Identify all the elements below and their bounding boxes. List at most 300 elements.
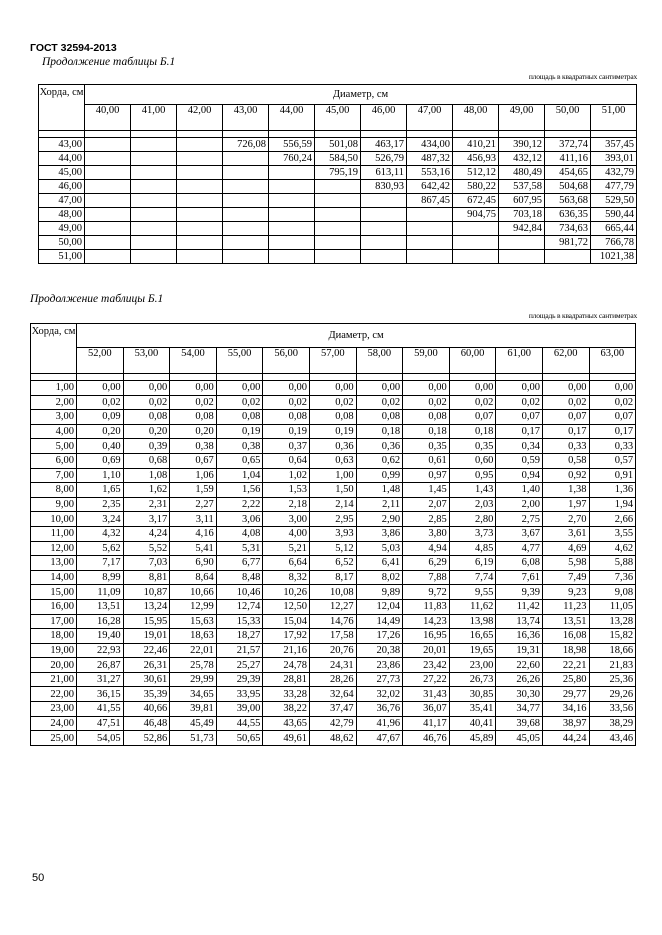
area-value: 0,02	[403, 395, 450, 410]
separator-cell	[39, 131, 85, 138]
area-value	[453, 222, 499, 236]
area-value: 0,18	[356, 424, 403, 439]
area-value: 14,49	[356, 614, 403, 629]
area-value: 18,66	[589, 643, 636, 658]
chord-value: 17,00	[31, 614, 77, 629]
area-value	[223, 222, 269, 236]
area-value: 25,80	[542, 672, 589, 687]
area-value: 0,97	[403, 468, 450, 483]
area-value: 2,14	[309, 497, 356, 512]
chord-value: 10,00	[31, 512, 77, 527]
area-value: 20,76	[309, 643, 356, 658]
area-value: 1,10	[77, 468, 124, 483]
area-value: 4,16	[170, 526, 217, 541]
area-value: 636,35	[545, 208, 591, 222]
area-value	[223, 152, 269, 166]
area-value: 2,07	[403, 497, 450, 512]
area-value: 0,02	[542, 395, 589, 410]
area-value: 10,08	[309, 585, 356, 600]
area-value: 0,91	[589, 468, 636, 483]
area-value: 36,76	[356, 702, 403, 717]
area-value: 40,66	[123, 702, 170, 717]
area-value	[269, 208, 315, 222]
area-value: 51,73	[170, 731, 217, 746]
area-value: 30,85	[449, 687, 496, 702]
diameter-column-header: 55,00	[216, 348, 263, 374]
area-value	[315, 208, 361, 222]
area-value: 39,81	[170, 702, 217, 717]
separator-cell	[499, 131, 545, 138]
area-value: 6,41	[356, 556, 403, 571]
diameter-header: Диаметр, см	[77, 324, 636, 348]
chord-value: 5,00	[31, 439, 77, 454]
area-value: 4,00	[263, 526, 310, 541]
area-value	[85, 180, 131, 194]
chord-value: 3,00	[31, 410, 77, 425]
diameter-column-header: 51,00	[591, 105, 637, 131]
area-value: 1,43	[449, 483, 496, 498]
area-value: 7,49	[542, 570, 589, 585]
area-value: 7,17	[77, 556, 124, 571]
chord-value: 6,00	[31, 453, 77, 468]
area-value: 2,90	[356, 512, 403, 527]
diameter-column-header: 62,00	[542, 348, 589, 374]
area-value: 9,23	[542, 585, 589, 600]
diameter-column-header: 49,00	[499, 105, 545, 131]
diameter-column-header: 58,00	[356, 348, 403, 374]
area-value: 1,06	[170, 468, 217, 483]
table-row	[31, 570, 636, 585]
area-value	[269, 166, 315, 180]
area-value	[407, 250, 453, 264]
area-value: 28,26	[309, 672, 356, 687]
area-value: 16,08	[542, 629, 589, 644]
chord-value: 7,00	[31, 468, 77, 483]
area-value: 17,58	[309, 629, 356, 644]
area-value: 16,95	[403, 629, 450, 644]
area-value: 5,98	[542, 556, 589, 571]
area-value	[131, 250, 177, 264]
area-value: 46,48	[123, 716, 170, 731]
area-value: 18,27	[216, 629, 263, 644]
area-value: 15,63	[170, 614, 217, 629]
area-value: 0,08	[356, 410, 403, 425]
area-value	[223, 208, 269, 222]
area-value: 15,82	[589, 629, 636, 644]
area-value: 0,92	[542, 468, 589, 483]
table-row	[31, 483, 636, 498]
area-value: 0,00	[123, 381, 170, 396]
area-value: 5,52	[123, 541, 170, 556]
area-value: 6,90	[170, 556, 217, 571]
area-value: 3,55	[589, 526, 636, 541]
area-value: 26,26	[496, 672, 543, 687]
area-value: 904,75	[453, 208, 499, 222]
area-value: 0,02	[589, 395, 636, 410]
document-code: ГОСТ 32594-2013	[30, 42, 117, 54]
separator-cell	[263, 374, 310, 381]
table-row	[31, 541, 636, 556]
separator-cell	[131, 131, 177, 138]
area-value: 390,12	[499, 138, 545, 152]
area-value: 12,99	[170, 599, 217, 614]
area-value: 8,17	[309, 570, 356, 585]
diameter-column-header: 46,00	[361, 105, 407, 131]
area-value	[223, 180, 269, 194]
table-row	[31, 629, 636, 644]
area-value: 4,32	[77, 526, 124, 541]
area-value: 0,02	[309, 395, 356, 410]
area-value: 607,95	[499, 194, 545, 208]
chord-value: 22,00	[31, 687, 77, 702]
chord-value: 12,00	[31, 541, 77, 556]
area-value	[315, 222, 361, 236]
area-value	[85, 152, 131, 166]
area-value: 2,31	[123, 497, 170, 512]
area-value: 29,99	[170, 672, 217, 687]
area-value: 15,33	[216, 614, 263, 629]
separator-cell	[496, 374, 543, 381]
area-value: 30,30	[496, 687, 543, 702]
area-value	[177, 194, 223, 208]
area-value	[85, 222, 131, 236]
area-value: 456,93	[453, 152, 499, 166]
area-value: 0,57	[589, 453, 636, 468]
area-value: 20,01	[403, 643, 450, 658]
area-value: 563,68	[545, 194, 591, 208]
area-value: 12,50	[263, 599, 310, 614]
table-row	[39, 180, 637, 194]
table-row	[31, 643, 636, 658]
area-value: 7,03	[123, 556, 170, 571]
separator-cell	[356, 374, 403, 381]
area-value: 29,26	[589, 687, 636, 702]
chord-value: 9,00	[31, 497, 77, 512]
area-value: 672,45	[453, 194, 499, 208]
chord-value: 14,00	[31, 570, 77, 585]
table-row	[39, 222, 637, 236]
area-value: 11,05	[589, 599, 636, 614]
area-value: 20,38	[356, 643, 403, 658]
area-value: 0,08	[123, 410, 170, 425]
area-value: 0,63	[309, 453, 356, 468]
page-number: 50	[32, 872, 45, 884]
chord-value: 47,00	[39, 194, 85, 208]
area-value: 0,20	[123, 424, 170, 439]
area-value: 11,23	[542, 599, 589, 614]
area-value: 12,74	[216, 599, 263, 614]
area-value: 487,32	[407, 152, 453, 166]
separator-cell	[31, 374, 77, 381]
area-value: 0,17	[496, 424, 543, 439]
area-value: 45,05	[496, 731, 543, 746]
area-value: 0,33	[542, 439, 589, 454]
area-value: 867,45	[407, 194, 453, 208]
area-value: 0,62	[356, 453, 403, 468]
chord-value: 25,00	[31, 731, 77, 746]
area-value	[131, 236, 177, 250]
area-value: 9,89	[356, 585, 403, 600]
area-value: 1,50	[309, 483, 356, 498]
separator-cell	[223, 131, 269, 138]
area-value	[177, 180, 223, 194]
area-value: 0,07	[496, 410, 543, 425]
area-value: 830,93	[361, 180, 407, 194]
diameter-column-header: 48,00	[453, 105, 499, 131]
area-value	[131, 208, 177, 222]
area-value: 33,28	[263, 687, 310, 702]
area-value: 0,18	[449, 424, 496, 439]
area-value: 32,02	[356, 687, 403, 702]
area-value: 0,07	[449, 410, 496, 425]
diameter-column-header: 57,00	[309, 348, 356, 374]
area-value: 0,69	[77, 453, 124, 468]
area-value: 5,21	[263, 541, 310, 556]
diameter-column-header: 63,00	[589, 348, 636, 374]
area-value: 2,35	[77, 497, 124, 512]
area-value: 1,48	[356, 483, 403, 498]
area-value: 34,77	[496, 702, 543, 717]
separator-cell	[361, 131, 407, 138]
area-value	[85, 236, 131, 250]
area-value: 3,93	[309, 526, 356, 541]
area-value: 0,38	[170, 439, 217, 454]
diameter-column-header: 44,00	[269, 105, 315, 131]
area-value: 22,01	[170, 643, 217, 658]
area-value	[269, 180, 315, 194]
area-value: 6,19	[449, 556, 496, 571]
area-value: 6,52	[309, 556, 356, 571]
area-value: 5,12	[309, 541, 356, 556]
table-row	[39, 138, 637, 152]
area-value: 4,69	[542, 541, 589, 556]
area-value: 477,79	[591, 180, 637, 194]
separator-cell	[123, 374, 170, 381]
area-value: 2,22	[216, 497, 263, 512]
table-row	[31, 716, 636, 731]
area-value: 22,21	[542, 658, 589, 673]
area-value: 40,41	[449, 716, 496, 731]
area-value	[131, 222, 177, 236]
area-value: 9,08	[589, 585, 636, 600]
table-row	[39, 250, 637, 264]
area-value: 480,49	[499, 166, 545, 180]
area-value: 25,36	[589, 672, 636, 687]
area-value: 43,65	[263, 716, 310, 731]
area-value: 32,64	[309, 687, 356, 702]
area-value: 2,66	[589, 512, 636, 527]
area-value: 3,17	[123, 512, 170, 527]
area-value: 46,76	[403, 731, 450, 746]
area-value: 703,18	[499, 208, 545, 222]
area-value: 10,26	[263, 585, 310, 600]
area-value	[223, 194, 269, 208]
area-value	[85, 166, 131, 180]
table-row	[31, 702, 636, 717]
area-value	[361, 250, 407, 264]
area-value: 0,00	[589, 381, 636, 396]
chord-value: 11,00	[31, 526, 77, 541]
area-value: 19,65	[449, 643, 496, 658]
area-value: 537,58	[499, 180, 545, 194]
area-value: 1,56	[216, 483, 263, 498]
separator-cell	[449, 374, 496, 381]
area-value: 13,24	[123, 599, 170, 614]
area-value: 27,73	[356, 672, 403, 687]
area-value: 38,29	[589, 716, 636, 731]
area-value: 36,15	[77, 687, 124, 702]
separator-cell	[216, 374, 263, 381]
area-value: 12,27	[309, 599, 356, 614]
area-value: 24,78	[263, 658, 310, 673]
area-value: 0,02	[123, 395, 170, 410]
area-value: 0,08	[403, 410, 450, 425]
area-value: 0,37	[263, 439, 310, 454]
area-value: 13,74	[496, 614, 543, 629]
area-value: 590,44	[591, 208, 637, 222]
area-value: 0,38	[216, 439, 263, 454]
table-row	[31, 599, 636, 614]
area-value: 0,00	[77, 381, 124, 396]
chord-value: 24,00	[31, 716, 77, 731]
area-value: 0,99	[356, 468, 403, 483]
area-value: 33,56	[589, 702, 636, 717]
table-row	[31, 439, 636, 454]
area-value: 3,24	[77, 512, 124, 527]
area-value: 463,17	[361, 138, 407, 152]
area-value: 8,81	[123, 570, 170, 585]
chord-value: 2,00	[31, 395, 77, 410]
area-value: 22,93	[77, 643, 124, 658]
area-value: 29,39	[216, 672, 263, 687]
table-row	[31, 410, 636, 425]
area-value: 29,77	[542, 687, 589, 702]
area-value: 0,00	[216, 381, 263, 396]
area-value	[499, 250, 545, 264]
area-value: 410,21	[453, 138, 499, 152]
area-value: 0,17	[589, 424, 636, 439]
area-value	[315, 250, 361, 264]
area-value: 9,55	[449, 585, 496, 600]
separator-cell	[77, 374, 124, 381]
area-value: 0,94	[496, 468, 543, 483]
chord-value: 43,00	[39, 138, 85, 152]
chord-value: 8,00	[31, 483, 77, 498]
area-value: 3,67	[496, 526, 543, 541]
area-value: 16,28	[77, 614, 124, 629]
area-value: 35,39	[123, 687, 170, 702]
area-value: 7,36	[589, 570, 636, 585]
area-value: 0,20	[77, 424, 124, 439]
area-value: 26,87	[77, 658, 124, 673]
area-value: 0,02	[216, 395, 263, 410]
chord-value: 21,00	[31, 672, 77, 687]
area-value: 434,00	[407, 138, 453, 152]
table2-units: площадь в квадратных сантиметрах	[528, 311, 637, 320]
area-value: 17,92	[263, 629, 310, 644]
area-value: 8,02	[356, 570, 403, 585]
area-value: 0,02	[356, 395, 403, 410]
area-value	[85, 250, 131, 264]
area-value: 47,51	[77, 716, 124, 731]
table-row	[31, 614, 636, 629]
area-value: 0,36	[309, 439, 356, 454]
area-value: 5,41	[170, 541, 217, 556]
area-value: 34,16	[542, 702, 589, 717]
chord-value: 48,00	[39, 208, 85, 222]
table-row	[39, 152, 637, 166]
area-value: 50,65	[216, 731, 263, 746]
area-value: 24,31	[309, 658, 356, 673]
area-value	[131, 194, 177, 208]
area-value: 760,24	[269, 152, 315, 166]
area-value: 411,16	[545, 152, 591, 166]
diameter-column-header: 43,00	[223, 105, 269, 131]
area-value: 48,62	[309, 731, 356, 746]
area-value: 526,79	[361, 152, 407, 166]
area-value: 3,86	[356, 526, 403, 541]
area-value: 23,42	[403, 658, 450, 673]
separator-cell	[315, 131, 361, 138]
area-value: 432,12	[499, 152, 545, 166]
area-value: 942,84	[499, 222, 545, 236]
area-value: 1,59	[170, 483, 217, 498]
area-value: 0,61	[403, 453, 450, 468]
area-value: 19,01	[123, 629, 170, 644]
separator-cell	[309, 374, 356, 381]
area-value: 0,34	[496, 439, 543, 454]
area-value: 0,40	[77, 439, 124, 454]
area-value: 0,58	[542, 453, 589, 468]
area-value	[85, 194, 131, 208]
area-value: 0,35	[403, 439, 450, 454]
area-value	[223, 166, 269, 180]
area-value: 44,55	[216, 716, 263, 731]
area-value	[315, 236, 361, 250]
area-value	[131, 166, 177, 180]
area-value: 981,72	[545, 236, 591, 250]
area-value	[269, 222, 315, 236]
area-value: 580,22	[453, 180, 499, 194]
chord-value: 13,00	[31, 556, 77, 571]
area-value: 30,61	[123, 672, 170, 687]
area-value	[453, 236, 499, 250]
area-value: 38,97	[542, 716, 589, 731]
area-value: 6,08	[496, 556, 543, 571]
table-row	[31, 672, 636, 687]
area-value: 1,65	[77, 483, 124, 498]
area-value: 0,65	[216, 453, 263, 468]
area-value: 49,61	[263, 731, 310, 746]
area-value: 1,00	[309, 468, 356, 483]
area-value: 38,22	[263, 702, 310, 717]
area-value: 0,00	[449, 381, 496, 396]
area-value	[545, 250, 591, 264]
area-value: 13,28	[589, 614, 636, 629]
area-value: 0,59	[496, 453, 543, 468]
area-value: 0,19	[263, 424, 310, 439]
area-value	[407, 208, 453, 222]
area-value: 0,09	[77, 410, 124, 425]
area-value	[361, 222, 407, 236]
chord-value: 51,00	[39, 250, 85, 264]
area-value: 41,96	[356, 716, 403, 731]
area-value: 3,00	[263, 512, 310, 527]
area-value: 18,63	[170, 629, 217, 644]
chord-value: 15,00	[31, 585, 77, 600]
area-value: 3,73	[449, 526, 496, 541]
table-row	[31, 395, 636, 410]
